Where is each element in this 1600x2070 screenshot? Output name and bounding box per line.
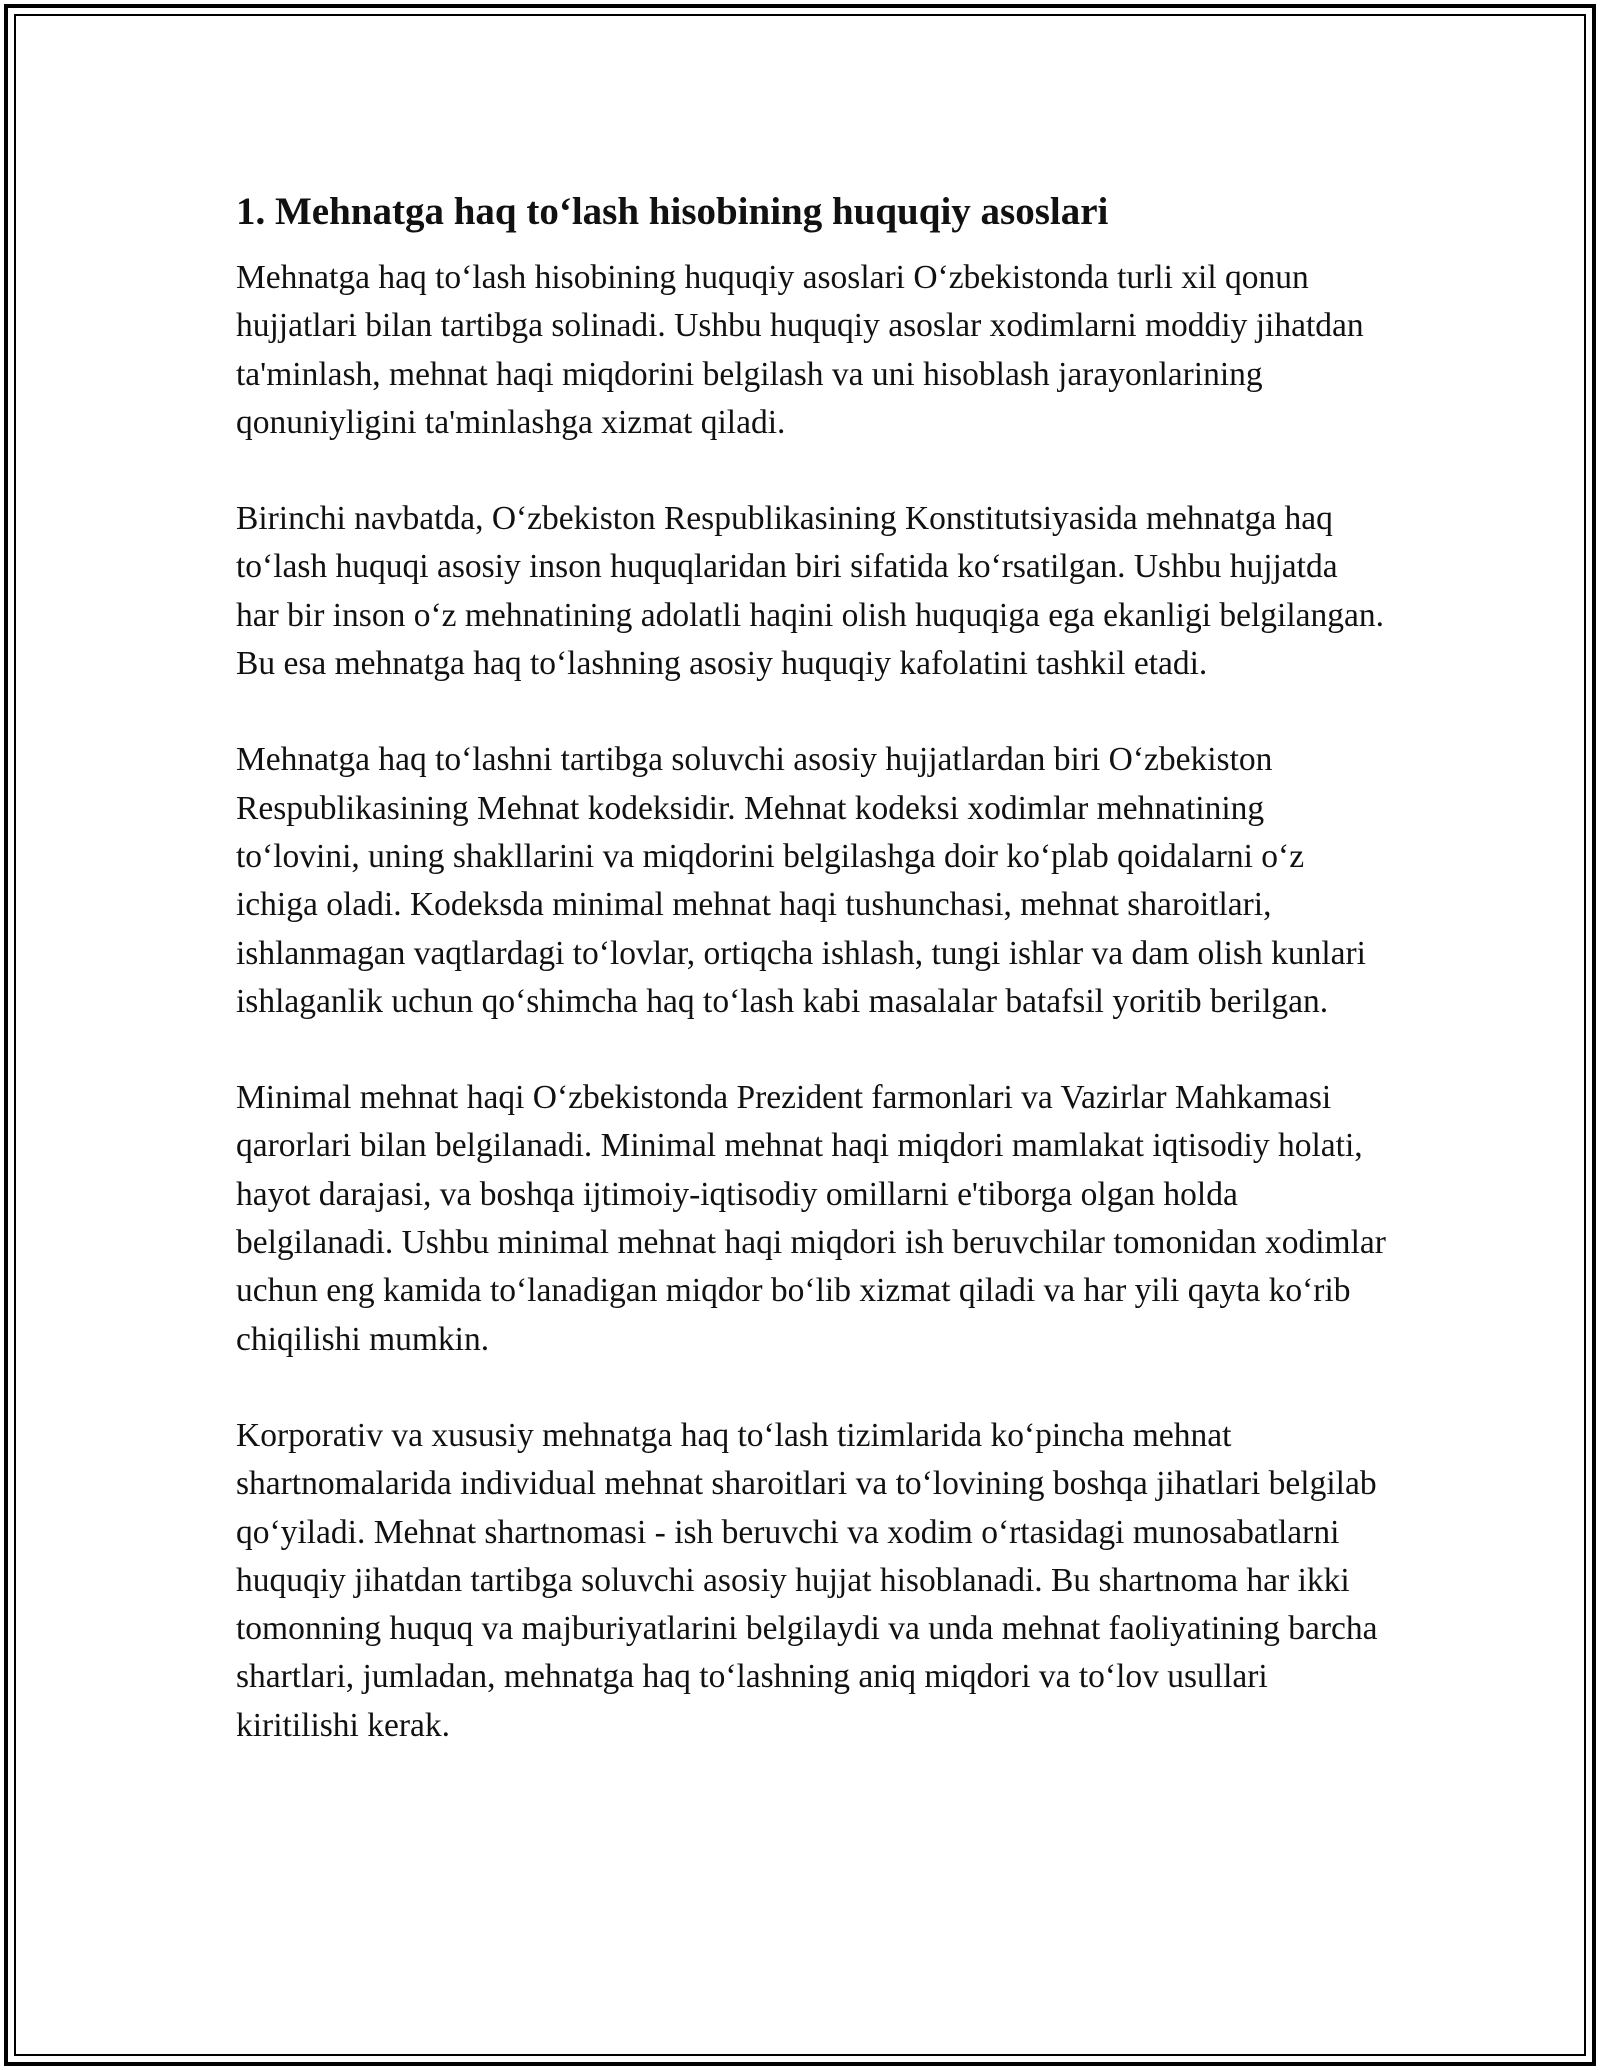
section-heading: 1. Mehnatga haq to‘lash hisobining huquqiy asoslari <box>236 190 1109 233</box>
paragraph-constitution: Birinchi navbatda, O‘zbekiston Respublikasining Konstitutsiyasida mehnatga haq to‘lash huquqi asosiy inson huquqlaridan biri sifatida ko‘rsatilgan. Ushbu hujjatda har bir inson o‘z mehnatining adolatli haqini olish huquqiga ega ekanligi belgilangan. Bu esa mehnatga haq to‘lashning asosiy huquqiy kafolatini tashkil etadi. <box>236 500 1385 683</box>
document-body <box>236 184 1386 1798</box>
paragraph-legal-basis-intro: Mehnatga haq to‘lash hisobining huquqiy asoslari O‘zbekistonda turli xil qonun hujjatlari bilan tartibga solinadi. Ushbu huquqiy asoslar xodimlarni moddiy jihatdan ta'minlash, mehnat haqi miqdorini belgilash va uni hisoblash jarayonlarining qonuniyligini ta'minlashga xizmat qiladi. <box>236 259 1364 441</box>
paragraph-minimum-wage: Minimal mehnat haqi O‘zbekistonda Prezident farmonlari va Vazirlar Mahkamasi qarorlari bilan belgilanadi. Minimal mehnat haqi miqdori mamlakat iqtisodiy holati, hayot darajasi, va boshqa ijtimoiy-iqtisodiy omillarni e'tiborga olgan holda belgilanadi. Ushbu minimal mehnat haqi miqdori ish beruvchilar tomonidan xodimlar uchun eng kamida to‘lanadigan miqdor bo‘lib xizmat qiladi va har yili qayta ko‘rib chiqilishi mumkin. <box>236 1079 1386 1358</box>
paragraph-labor-code: Mehnatga haq to‘lashni tartibga soluvchi asosiy hujjatlardan biri O‘zbekiston Respublikasining Mehnat kodeksidir. Mehnat kodeksi xodimlar mehnatining to‘lovini, uning shakllarini va miqdorini belgilashga doir ko‘plab qoidalarni o‘z ichiga oladi. Kodeksda minimal mehnat haqi tushunchasi, mehnat sharoitlari, ishlanmagan vaqtlardagi to‘lovlar, ortiqcha ishlash, tungi ishlar va dam olish kunlari ishlaganlik uchun qo‘shimcha haq to‘lash kabi masalalar batafsil yoritib berilgan. <box>236 741 1366 1020</box>
paragraph-employment-contract: Korporativ va xususiy mehnatga haq to‘lash tizimlarida ko‘pincha mehnat shartnomalarida individual mehnat sharoitlari va to‘lovining boshqa jihatlari belgilab qo‘yiladi. Mehnat shartnomasi - ish beruvchi va xodim o‘rtasidagi munosabatlarni huquqiy jihatdan tartibga soluvchi asosiy hujjat hisoblanadi. Bu shartnoma har ikki tomonning huquq va majburiyatlarini belgilaydi va unda mehnat faoliyatining barcha shartlari, jumladan, mehnatga haq to‘lashning aniq miqdori va to‘lov usullari kiritilishi kerak. <box>236 1416 1378 1744</box>
